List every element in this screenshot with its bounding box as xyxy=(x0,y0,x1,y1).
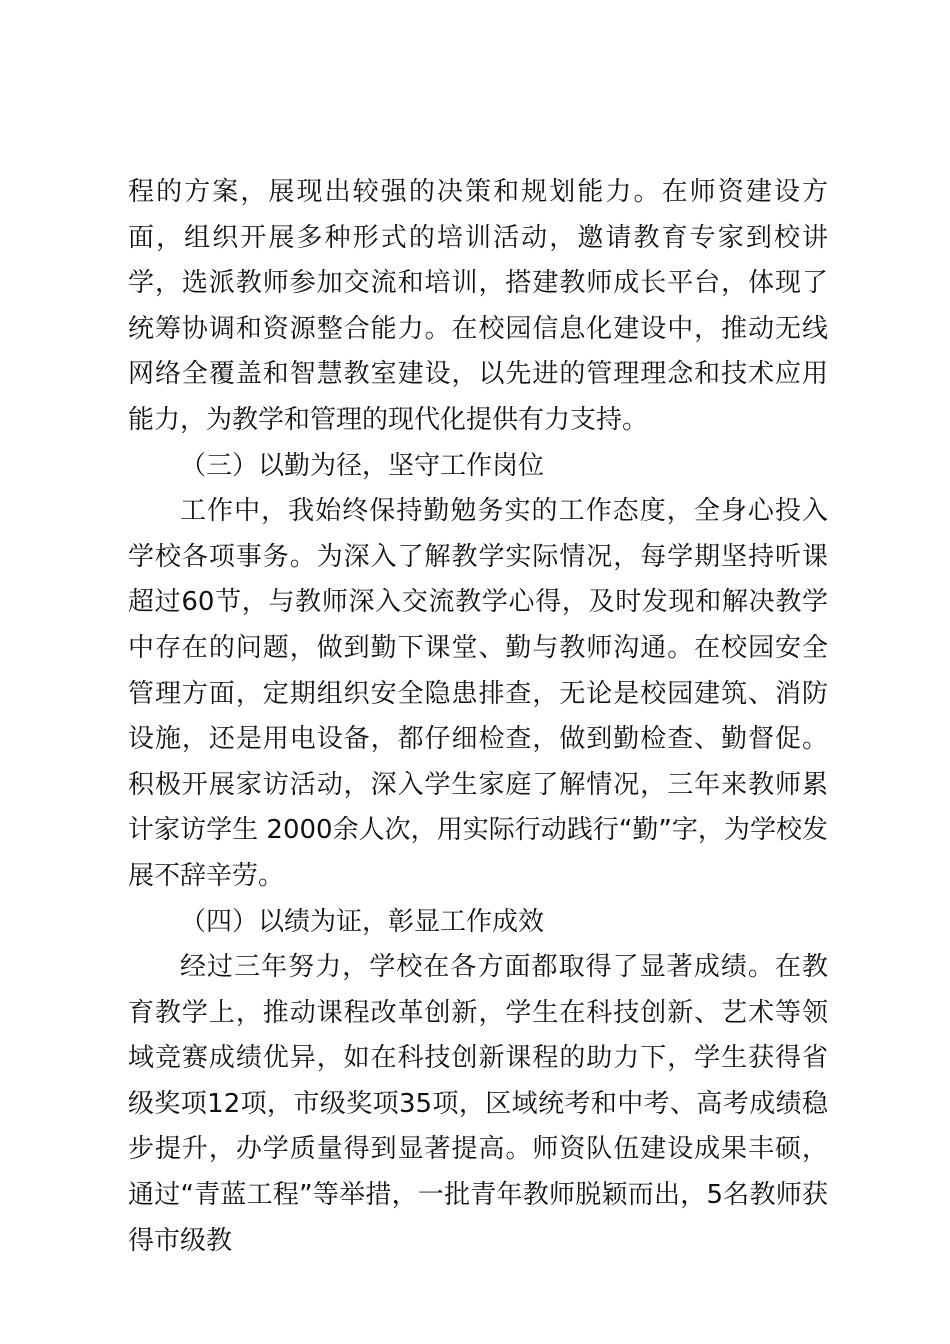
paragraph-continuation: 程的方案，展现出较强的决策和规划能力。在师资建设方面，组织开展多种形式的培训活动，邀请教育专家到校讲学，选派教师参加交流和培训，搭建教师成长平台，体现了统筹协调和资源整合能力。在校园信息化建设中，推动无线网络全覆盖和智慧教室建设，以先进的管理理念和技术应用能力，为教学和管理的现代化提供有力支持。 xyxy=(128,177,828,435)
section-heading-3: （三）以勤为径，坚守工作岗位 xyxy=(180,450,545,481)
document-body xyxy=(128,170,828,1264)
paragraph-diligence: 工作中，我始终保持勤勉务实的工作态度，全身心投入学校各项事务。为深入了解教学实际情况，每学期坚持听课超过60节，与教师深入交流教学心得，及时发现和解决教学中存在的问题，做到勤下课堂、勤与教师沟通。在校园安全管理方面，定期组织安全隐患排查，无论是校园建筑、消防设施，还是用电设备，都仔细检查，做到勤检查、勤督促。积极开展家访活动，深入学生家庭了解情况，三年来教师累计家访学生 2000余人次，用实际行动践行“勤”字，为学校发展不辞辛劳。 xyxy=(128,496,828,891)
section-heading-4: （四）以绩为证，彰显工作成效 xyxy=(180,906,545,937)
paragraph-achievements: 经过三年努力，学校在各方面都取得了显著成绩。在教育教学上，推动课程改革创新，学生在科技创新、艺术等领域竞赛成绩优异，如在科技创新课程的助力下，学生获得省级奖项12项，市级奖项35项，区域统考和中考、高考成绩稳步提升，办学质量得到显著提高。师资队伍建设成果丰硕，通过“青蓝工程”等举措，一批青年教师脱颖而出，5名教师获得市级教 xyxy=(128,952,828,1256)
